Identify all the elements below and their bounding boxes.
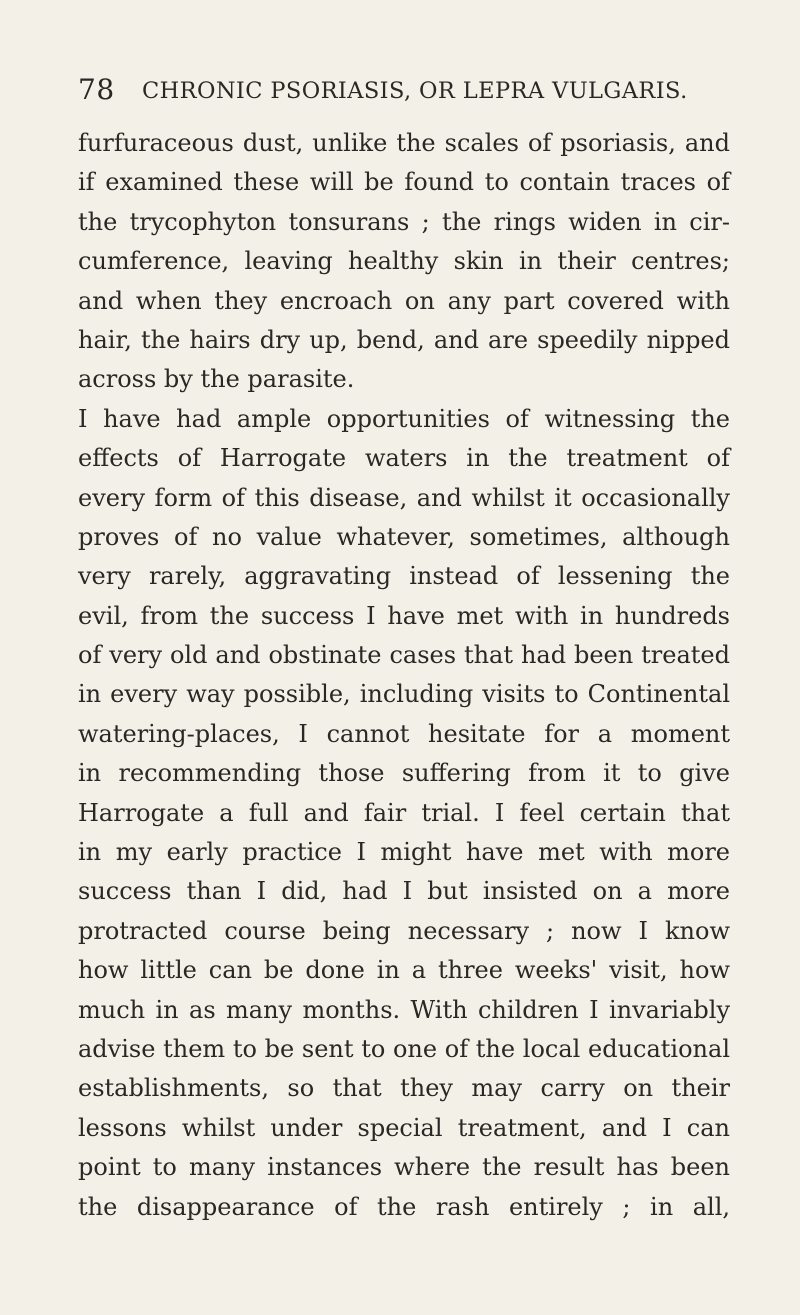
text-line: point to many instances where the result has been [78,1153,730,1182]
text-line: watering-places, I cannot hesitate for a moment [78,719,730,748]
text-line: proves of no value whatever, sometimes, although [78,522,730,551]
text-line: furfuraceous dust, unlike the scales of psoriasis, and [78,129,730,157]
text-line: success than I did, had I but insisted on a more [78,877,730,906]
text-line: advise them to be sent to one of the local educational [78,1034,730,1063]
running-title: CHRONIC PSORIASIS, OR LEPRA VULGARIS. [142,78,688,104]
text-line: establishments, so that they may carry on their [78,1074,730,1103]
text-line: hair, the hairs dry up, bend, and are speedily nipped [78,325,730,354]
text-line: the trycophyton tonsurans ; the rings widen in cir- [78,207,730,236]
text-line: if examined these will be found to contain traces of [78,168,730,197]
running-header [0,70,800,114]
text-line: in recommending those suffering from it to give [78,759,730,788]
text-line: of very old and obstinate cases that had been treated [78,641,730,670]
text-line: lessons whilst under special treatment, and I can [78,1113,730,1142]
text-line: how little can be done in a three weeks' visit, how [78,956,730,985]
text-line: protracted course being necessary ; now I know [78,916,730,945]
text-line: the disappearance of the rash entirely ; in all, [78,1192,730,1221]
text-line: in my early practice I might have met with more [78,838,730,867]
text-line: very rarely, aggravating instead of lessening the [78,562,730,591]
text-line: in every way possible, including visits to Continental [78,680,730,709]
text-line: Harrogate a full and fair trial. I feel certain that [78,798,730,827]
text-line: and when they encroach on any part covered with [78,286,730,315]
text-line: evil, from the success I have met with in hundreds [78,601,730,630]
text-line: much in as many months. With children I invariably [78,995,730,1024]
body-text [78,124,730,1227]
page-number: 78 [78,73,115,106]
text-line: across by the parasite. [78,365,355,394]
text-line: cumference, leaving healthy skin in their centres; [78,247,730,276]
paragraph-first-line: I have had ample opportunities of witnessing the [78,404,730,433]
text-line: every form of this disease, and whilst it occasionally [78,483,730,512]
text-line: effects of Harrogate waters in the treatment of [78,444,730,473]
